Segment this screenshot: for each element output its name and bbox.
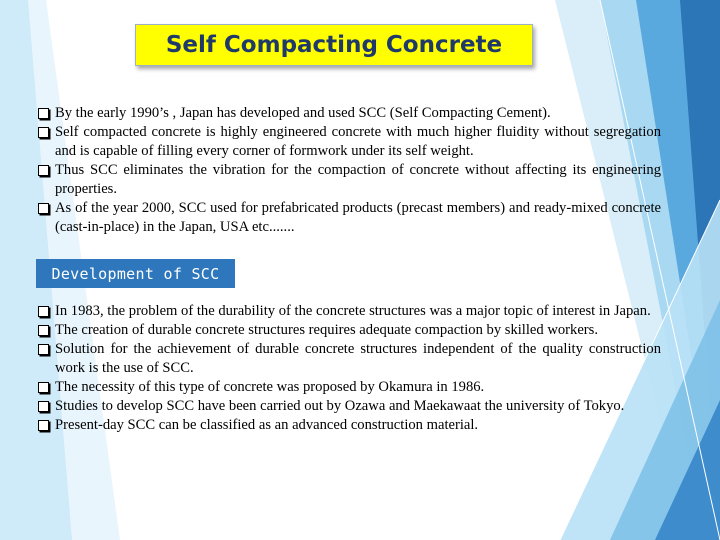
list-item xyxy=(36,378,661,397)
checkbox-bullet-icon xyxy=(38,420,49,431)
bullet-text: Thus SCC eliminates the vibration for the compaction of concrete without affecting its engineering properties. xyxy=(55,162,661,197)
checkbox-bullet-icon xyxy=(38,165,49,176)
bullet-text: In 1983, the problem of the durability of the concrete structures was a major topic of interest in Japan. xyxy=(55,303,651,319)
list-item xyxy=(36,416,661,435)
list-item xyxy=(36,199,661,237)
list-item xyxy=(36,104,661,123)
checkbox-bullet-icon xyxy=(38,127,49,138)
bullet-text: The necessity of this type of concrete was proposed by Okamura in 1986. xyxy=(55,379,485,395)
slide-title: Self Compacting Concrete xyxy=(135,24,533,66)
list-item xyxy=(36,302,661,321)
bullet-text: Self compacted concrete is highly engineered concrete with much higher fluidity without segregation and is capable of filling every corner of formwork under its self weight. xyxy=(55,124,661,159)
list-item xyxy=(36,123,661,161)
list-item xyxy=(36,340,661,378)
bullet-text: The creation of durable concrete structures requires adequate compaction by skilled workers. xyxy=(55,322,598,338)
checkbox-bullet-icon xyxy=(38,401,49,412)
bullet-text: Present-day SCC can be classified as an advanced construction material. xyxy=(55,417,479,433)
bullet-text: Studies to develop SCC have been carried out by Ozawa and Maekawaat the university of Tokyo. xyxy=(55,398,625,414)
development-bullet-list xyxy=(36,302,661,435)
checkbox-bullet-icon xyxy=(38,306,49,317)
checkbox-bullet-icon xyxy=(38,344,49,355)
bullet-text: As of the year 2000, SCC used for prefabricated products (precast members) and ready-mixed concrete (cast-in-place) in the Japan, USA etc....... xyxy=(55,200,661,235)
bullet-text: Solution for the achievement of durable concrete structures independent of the quality construction work is the use of SCC. xyxy=(55,341,661,376)
checkbox-bullet-icon xyxy=(38,325,49,336)
list-item xyxy=(36,161,661,199)
bullet-text: By the early 1990’s , Japan has developed and used SCC (Self Compacting Cement). xyxy=(55,105,551,121)
list-item xyxy=(36,397,661,416)
checkbox-bullet-icon xyxy=(38,203,49,214)
checkbox-bullet-icon xyxy=(38,382,49,393)
list-item xyxy=(36,321,661,340)
intro-bullet-list xyxy=(36,104,661,237)
checkbox-bullet-icon xyxy=(38,108,49,119)
section-heading: Development of SCC xyxy=(36,259,235,288)
